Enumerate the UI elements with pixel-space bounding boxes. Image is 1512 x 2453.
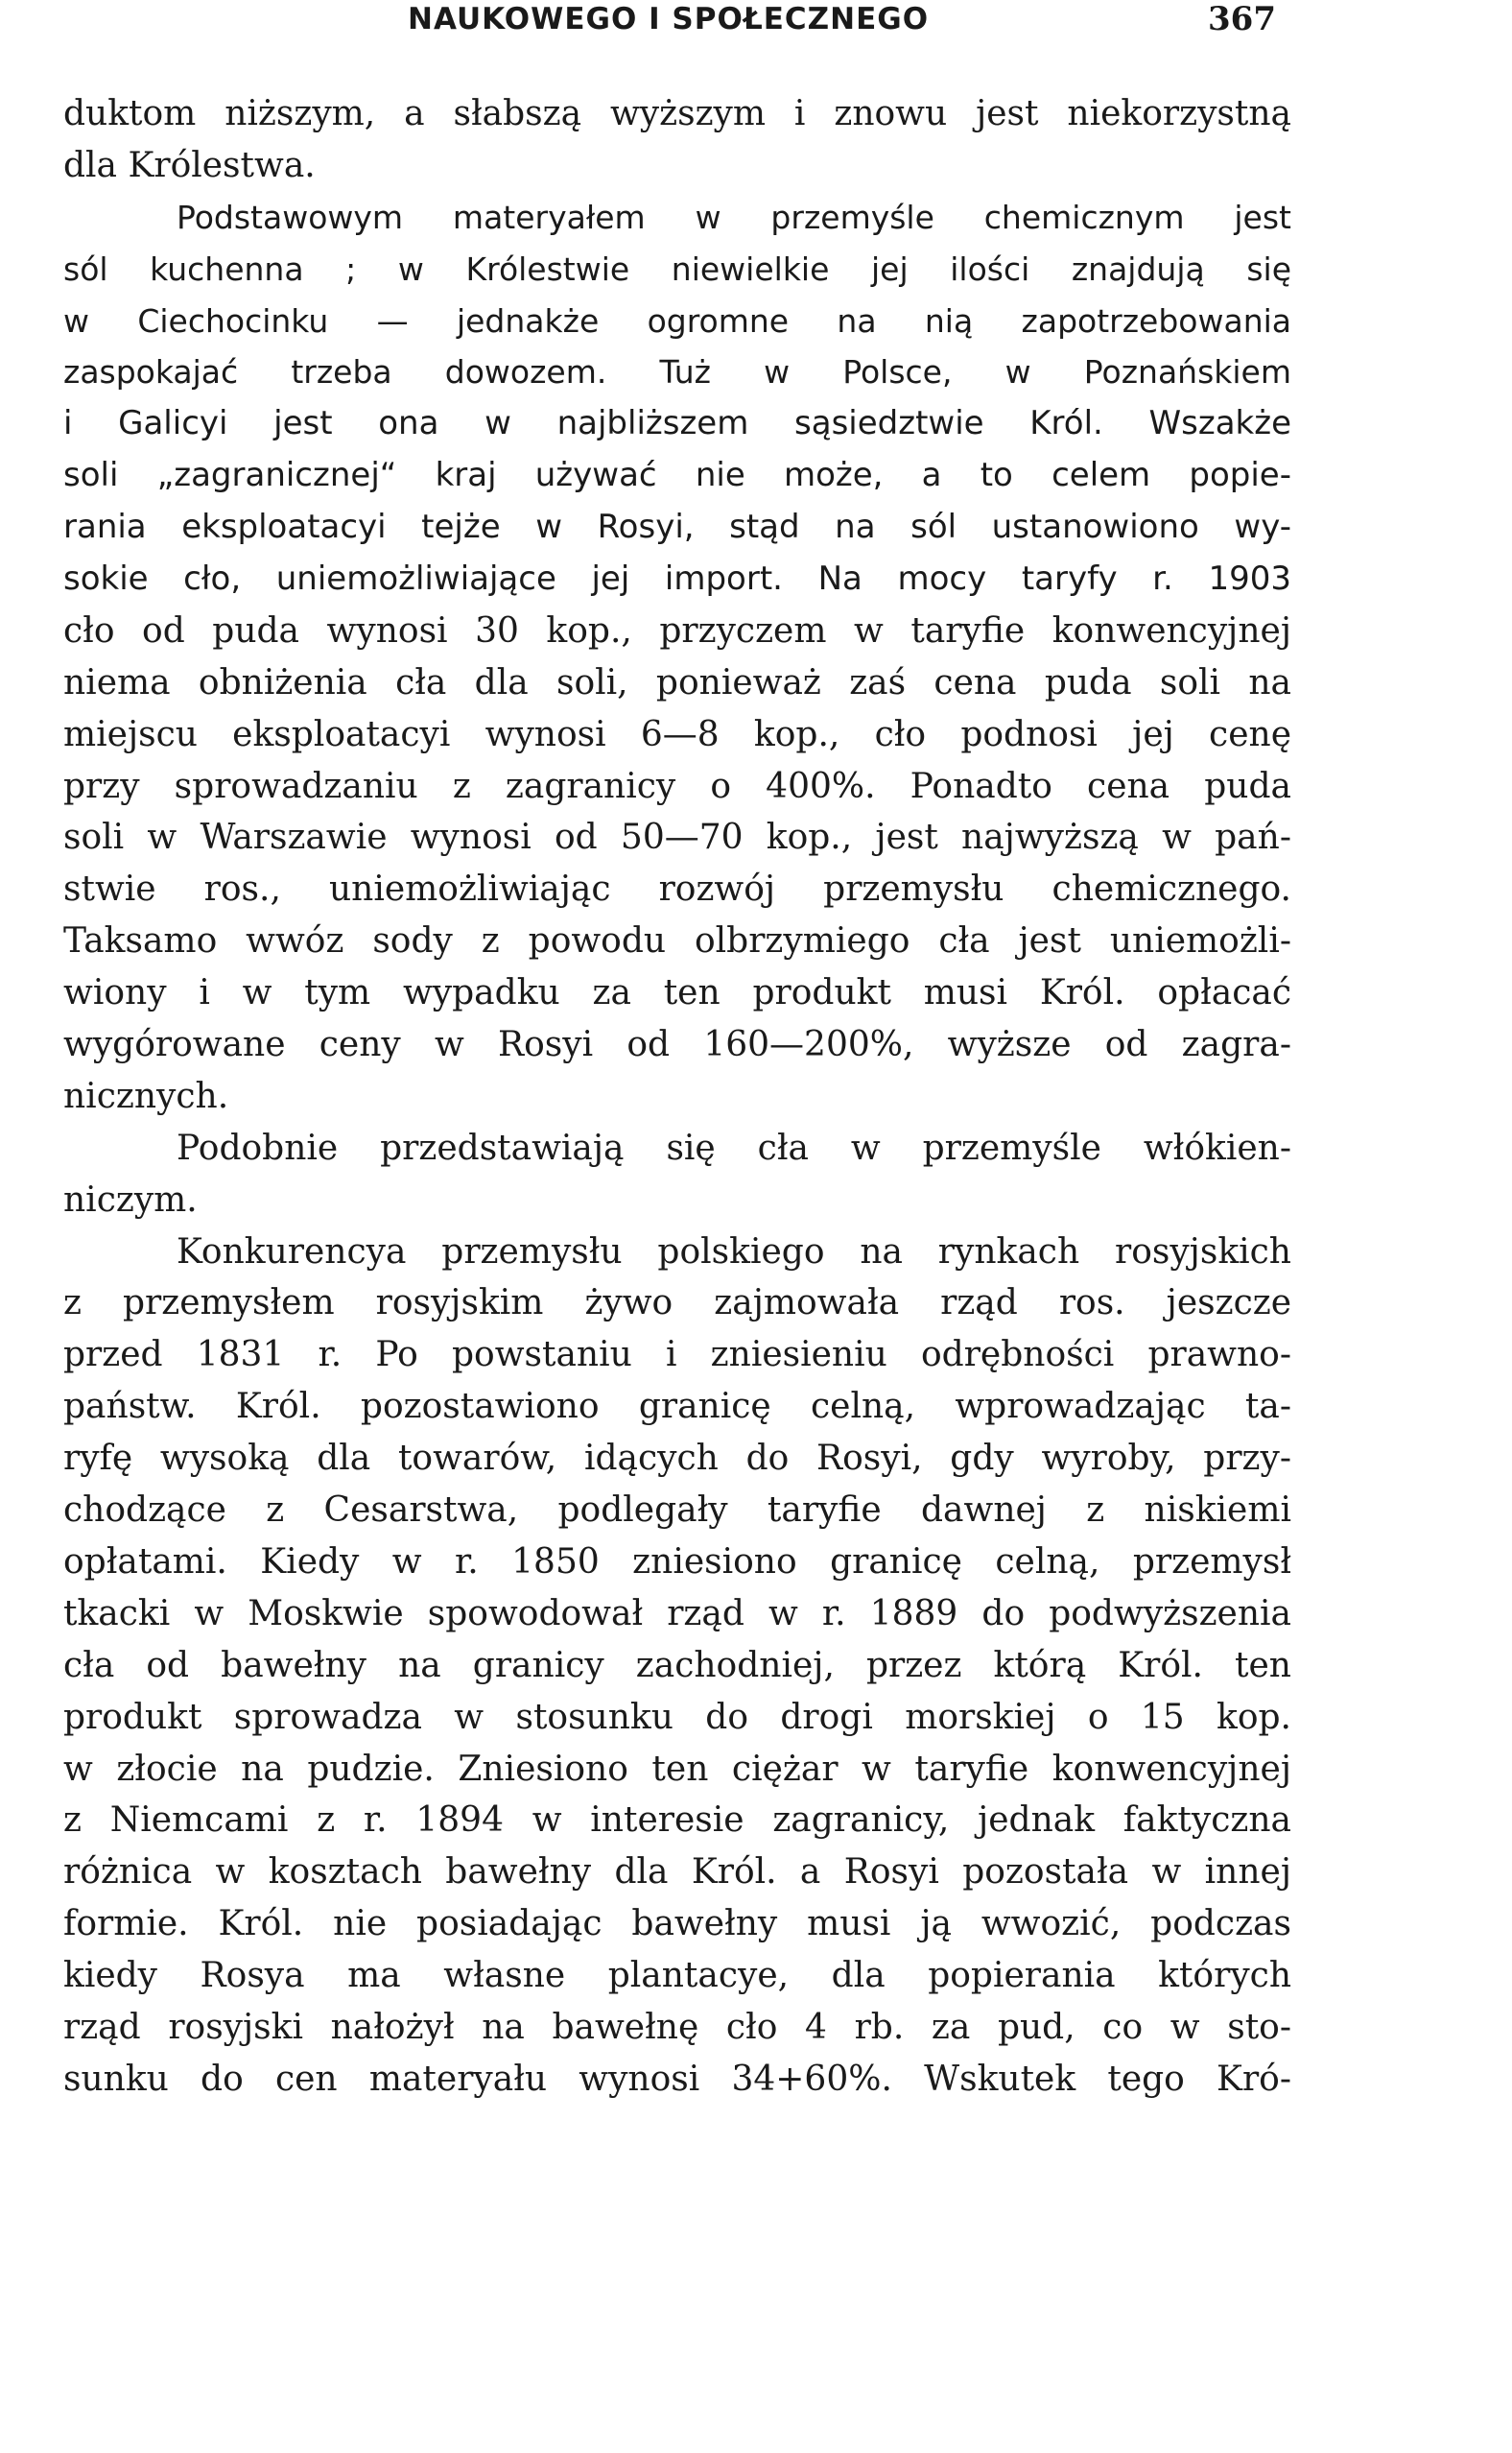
- text-line: cło od puda wynosi 30 kop., przyczem w taryfie konwencyjnej: [63, 610, 1291, 651]
- text-line: zaspokajać trzeba dowozem. Tuż w Polsce, w Poznańskiem: [63, 353, 1291, 392]
- text-line: sunku do cen materyału wynosi 34+60%. Wskutek tego Kró-: [63, 2059, 1291, 2099]
- text-line: w złocie na pudzie. Zniesiono ten ciężar w taryfie konwencyjnej: [63, 1749, 1291, 1789]
- text-line: soli w Warszawie wynosi od 50—70 kop., jest najwyższą w pań-: [63, 818, 1291, 858]
- page-number: 367: [1208, 0, 1276, 38]
- text-line: z przemysłem rosyjskim żywo zajmowała rząd ros. jeszcze: [63, 1283, 1291, 1323]
- text-line: opłatami. Kiedy w r. 1850 zniesiono granicę celną, przemysł: [63, 1541, 1291, 1582]
- text-line: z Niemcami z r. 1894 w interesie zagranicy, jednak faktyczna: [63, 1800, 1291, 1841]
- text-line: sól kuchenna ; w Królestwie niewielkie jej ilości znajdują się: [63, 250, 1291, 288]
- text-line: rania eksploatacyi tejże w Rosyi, stąd na sól ustanowiono wy-: [63, 508, 1291, 547]
- text-line: rząd rosyjski nałożył na bawełnę cło 4 rb. za pud, co w sto-: [63, 2007, 1291, 2047]
- text-line: niczym.: [63, 1179, 198, 1220]
- text-line: produkt sprowadza w stosunku do drogi morskiej o 15 kop.: [63, 1697, 1291, 1737]
- text-line: przy sprowadzaniu z zagranicy o 400%. Ponadto cena puda: [63, 766, 1291, 806]
- text-line: wygórowane ceny w Rosyi od 160—200%, wyższe od zagra-: [63, 1025, 1291, 1065]
- text-line: w Ciechocinku — jednakże ogromne na nią zapotrzebowania: [63, 301, 1291, 340]
- running-header: [0, 2, 1512, 40]
- text-line: duktom niższym, a słabszą wyższym i znowu jest niekorzystną: [63, 94, 1291, 133]
- body-text: [63, 88, 1291, 2106]
- text-line: kiedy Rosya ma własne plantacye, dla popierania których: [63, 1956, 1291, 1996]
- text-line: Taksamo wwóz sody z powodu olbrzymiego cła jest uniemożli-: [63, 921, 1291, 962]
- text-line: niema obniżenia cła dla soli, ponieważ zaś cena puda soli na: [63, 662, 1291, 703]
- text-line: dla Królestwa.: [63, 145, 316, 185]
- text-line: wiony i w tym wypadku za ten produkt musi Król. opłacać: [63, 973, 1291, 1013]
- text-line: przed 1831 r. Po powstaniu i zniesieniu odrębności prawno-: [63, 1335, 1291, 1375]
- text-line: formie. Król. nie posiadając bawełny musi ją wwozić, podczas: [63, 1904, 1291, 1944]
- text-line: cła od bawełny na granicy zachodniej, przez którą Król. ten: [63, 1645, 1291, 1685]
- text-line: chodzące z Cesarstwa, podlegały taryfie dawnej z niskiemi: [63, 1490, 1291, 1531]
- text-line: i Galicyi jest ona w najbliższem sąsiedztwie Król. Wszakże: [63, 404, 1291, 443]
- text-line: sokie cło, uniemożliwiające jej import. Na mocy taryfy r. 1903: [63, 560, 1291, 599]
- text-line: różnica w kosztach bawełny dla Król. a Rosyi pozostała w innej: [63, 1852, 1291, 1893]
- text-line: stwie ros., uniemożliwiając rozwój przemysłu chemicznego.: [63, 869, 1291, 910]
- paragraph-start-line: Konkurencya przemysłu polskiego na rynkach rosyjskich: [177, 1231, 1291, 1272]
- text-line: soli „zagranicznej“ kraj używać nie może, a to celem popie-: [63, 456, 1291, 495]
- running-title: NAUKOWEGO I SPOŁECZNEGO: [408, 2, 930, 36]
- text-line: nicznych.: [63, 1076, 229, 1116]
- paragraph-start-line: Podstawowym materyałem w przemyśle chemicznym jest: [177, 198, 1291, 236]
- text-line: miejscu eksploatacyi wynosi 6—8 kop., cło podnosi jej cenę: [63, 714, 1291, 754]
- text-line: tkacki w Moskwie spowodował rząd w r. 1889 do podwyższenia: [63, 1593, 1291, 1633]
- text-line: ryfę wysoką dla towarów, idących do Rosyi, gdy wyroby, przy-: [63, 1439, 1291, 1479]
- paragraph-start-line: Podobnie przedstawiają się cła w przemyśle włókien-: [177, 1128, 1291, 1168]
- text-line: państw. Król. pozostawiono granicę celną, wprowadzając ta-: [63, 1387, 1291, 1427]
